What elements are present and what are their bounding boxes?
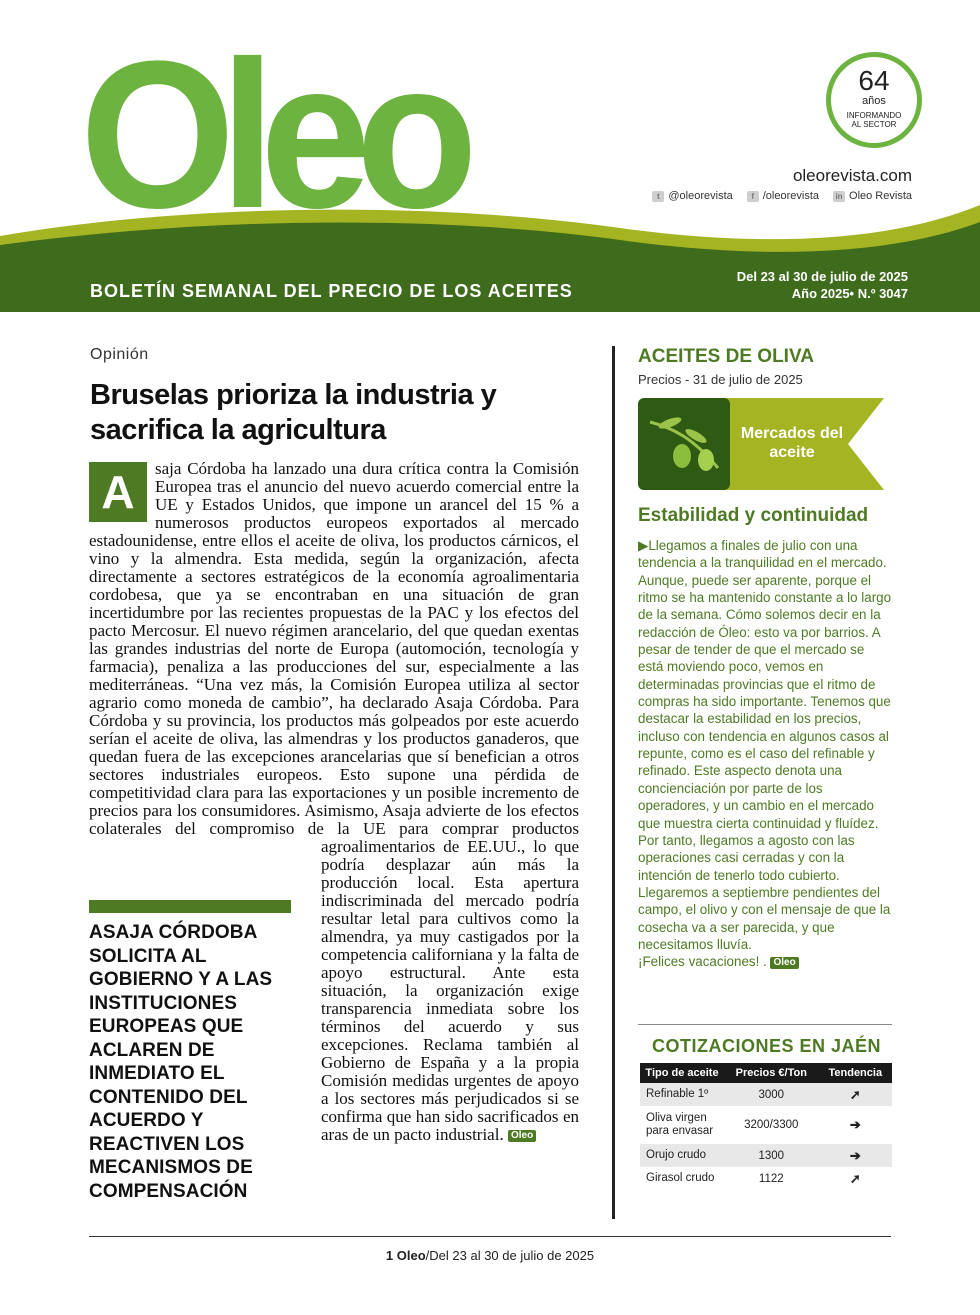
quotes-header-price: Precios €/Ton bbox=[724, 1063, 819, 1083]
anniversary-line-2: AL SECTOR bbox=[851, 120, 897, 129]
market-report bbox=[638, 537, 892, 971]
pull-quote-bar bbox=[89, 900, 291, 913]
sidebar-date: Precios - 31 de julio de 2025 bbox=[638, 372, 803, 387]
social-linkedin[interactable] bbox=[833, 190, 912, 202]
trend-up-icon: ➚ bbox=[819, 1167, 892, 1190]
article-text-part-2: agroalimentarios de EE.UU., lo que podría desplazar aún más la producción local. Esta apertura indiscriminada del mercado podría resultar letal para cultivos como la almendra, ya muy castigados por la competencia californiana y la falta de apoyo estructural. Ante esta situación, la organización exige transparencia inmediata sobre los términos del acuerdo y sus excepciones. Reclama también al Gobierno de España y a la propia Comisión medidas urgentes de apoyo a los sectores más perjudicados si se confirma que han sido sacrificados en aras de un pacto industrial. bbox=[321, 837, 579, 1144]
footer-logo: Oleo bbox=[396, 1248, 426, 1263]
social-twitter[interactable] bbox=[652, 190, 732, 202]
sidebar-separator bbox=[638, 1024, 892, 1025]
quotes-header-trend: Tendencia bbox=[819, 1063, 892, 1083]
page-number: 1 bbox=[385, 1248, 394, 1263]
trend-flat-icon: ➔ bbox=[819, 1106, 892, 1144]
market-banner-label: Mercados del aceite bbox=[740, 425, 844, 461]
table-row bbox=[640, 1083, 892, 1106]
issue-info bbox=[737, 268, 908, 302]
social-facebook-label: /oleorevista bbox=[762, 190, 820, 202]
quotes-title: COTIZACIONES EN JAÉN bbox=[652, 1036, 882, 1056]
social-links bbox=[652, 190, 912, 202]
table-row bbox=[640, 1106, 892, 1144]
linkedin-icon: in bbox=[833, 191, 845, 202]
oil-price: 1300 bbox=[724, 1144, 819, 1167]
oil-price: 1122 bbox=[724, 1167, 819, 1190]
market-report-closing: ¡Felices vacaciones! . bbox=[638, 954, 767, 970]
anniversary-badge bbox=[826, 52, 922, 148]
website-link[interactable]: oleorevista.com bbox=[792, 166, 912, 185]
social-linkedin-label: Oleo Revista bbox=[849, 190, 912, 202]
issue-number: Año 2025• N.º 3047 bbox=[791, 286, 908, 301]
pull-quote bbox=[89, 900, 291, 1203]
quotes-header-type: Tipo de aceite bbox=[640, 1063, 724, 1083]
article-end-mark: Oleo bbox=[508, 1130, 536, 1142]
sidebar-title: ACEITES DE OLIVA bbox=[638, 346, 814, 367]
footer-rule bbox=[89, 1236, 891, 1237]
trend-up-icon: ➚ bbox=[819, 1083, 892, 1106]
page-footer bbox=[0, 1248, 980, 1263]
article-text-part-1: saja Córdoba ha lanzado una dura crítica contra la Comisión Europea tras el anuncio del nuevo acuerdo comercial entre la UE y Estados Unidos, que impone un arancel del 15 % a numerosos productos europeos exportados al mercado estadounidense, entre ellos el aceite de oliva, los productos cárnicos, el vino y la almendra. Esta medida, según la organización, afecta directamente a sectores estratégicos de la economía agroalimentaria cordobesa, que ya se encontraban en una situación de gran incertidumbre por las recientes propuestas de la PAC y los efectos del pacto Mercosur. El nuevo régimen arancelario, del que quedan exentas las grandes industrias del norte de Europa (automoción, tecnología y farmacia), penaliza a las producciones del sur, especialmente a las mediterráneas. “Una vez más, la Comisión Europea utiliza al sector agrario como moneda de cambio”, ha declarado Asaja Córdoba. Para Córdoba y su provincia, los productos más golpeados por este acuerdo serían el aceite de oliva, las almendras y los productos ganaderos, que quedan fuera de las excepciones arancelarias que sí benefician a otros sectores industriales europeos. Esto supone una pérdida de competitividad clara para las exportaciones y un posible incremento de precios para los consumidores. Asimismo, Asaja advierte de los efectos colaterales del compromiso de la UE para comprar productos bbox=[89, 459, 579, 838]
market-end-mark: Oleo bbox=[770, 957, 798, 969]
masthead bbox=[0, 0, 980, 312]
article-headline: Bruselas prioriza la industria y sacrifica la agricultura bbox=[90, 379, 497, 446]
table-row bbox=[640, 1167, 892, 1190]
oil-price: 3000 bbox=[724, 1083, 819, 1106]
footer-date: /Del 23 al 30 de julio de 2025 bbox=[425, 1248, 595, 1263]
quotes-header-row bbox=[640, 1063, 892, 1083]
pull-quote-text: ASAJA CÓRDOBA SOLICITA AL GOBIERNO Y A LAS INSTITUCIONES EUROPEAS QUE ACLAREN DE INMEDIATO EL CONTENIDO DEL ACUERDO Y REACTIVEN LOS MECANISMOS DE COMPENSACIÓN bbox=[89, 922, 273, 1202]
section-label: Opinión bbox=[90, 346, 149, 363]
dropcap: A bbox=[89, 462, 147, 522]
oil-type: Oliva virgen para envasar bbox=[640, 1106, 724, 1144]
anniversary-unit: años bbox=[862, 95, 886, 107]
twitter-icon: t bbox=[652, 191, 664, 202]
market-heading: Estabilidad y continuidad bbox=[638, 505, 869, 526]
anniversary-line-1: INFORMANDO bbox=[846, 111, 902, 120]
column-divider bbox=[612, 346, 615, 1219]
oil-type: Girasol crudo bbox=[640, 1167, 724, 1190]
oleo-logo: Oleo bbox=[80, 17, 463, 252]
oil-price: 3200/3300 bbox=[724, 1106, 819, 1144]
table-row bbox=[640, 1144, 892, 1167]
quotes-table bbox=[640, 1063, 892, 1190]
arrow-right-icon: ▶ bbox=[638, 538, 649, 553]
market-report-text: Llegamos a finales de julio con una tendencia a la tranquilidad en el mercado. Aunque, puede ser aparente, porque el ritmo se ha mantenido constante a lo largo de la semana. Cómo solemos decir en la redacción de Óleo: esto va por barrios. A pesar de tender de que el mercado se está moviendo poco, vemos en determinadas provincias que el ritmo de compras ha sido importante. Tenemos que destacar la estabilidad en los precios, incluso con tendencia en algunos casos al repunte, como es el caso del refinable y refinado. Este aspecto denota una concienciación por parte de los operadores, y un cambio en el mercado que muestra cierta continuidad y fluídez. Por tanto, llegamos a agosto con las operaciones casi cerradas y con la intención de tenerlo todo cubierto. Llegaremos a septiembre pendientes del campo, el olivo y con el mensaje de que la cosecha va a ser parecida, y que necesitamos lluvía. bbox=[638, 538, 892, 952]
oil-type: Refinable 1º bbox=[640, 1083, 724, 1106]
market-banner bbox=[638, 398, 888, 490]
social-facebook[interactable] bbox=[747, 190, 819, 202]
issue-date-range: Del 23 al 30 de julio de 2025 bbox=[736, 269, 908, 284]
oil-type: Orujo crudo bbox=[640, 1144, 724, 1167]
bulletin-title: BOLETÍN SEMANAL DEL PRECIO DE LOS ACEITES bbox=[90, 281, 573, 301]
trend-flat-icon: ➔ bbox=[819, 1144, 892, 1167]
social-twitter-label: @oleorevista bbox=[668, 190, 733, 202]
anniversary-number: 64 bbox=[858, 65, 890, 96]
facebook-icon: f bbox=[747, 191, 759, 202]
